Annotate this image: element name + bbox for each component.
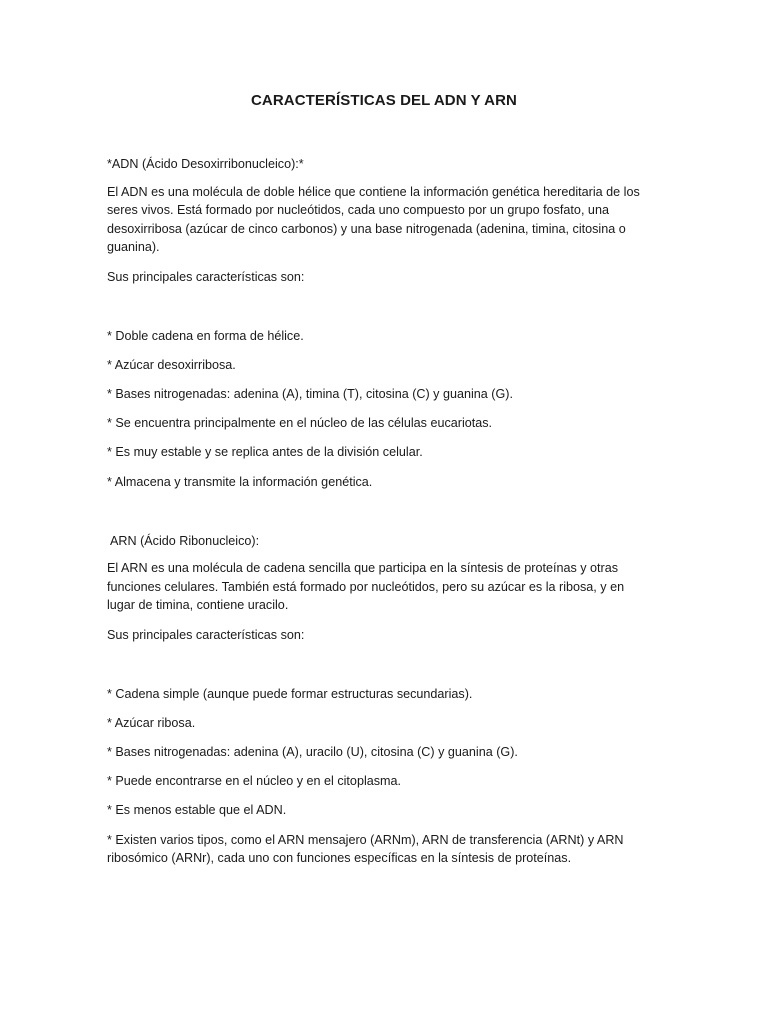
arn-description: El ARN es una molécula de cadena sencilla que participa en la síntesis de proteínas y otras funciones celulares. También está formado por nucleótidos, pero su azúcar es la ribosa, y en lugar de timina, contiene uracilo. <box>107 561 625 613</box>
list-item: * Se encuentra principalmente en el núcleo de las células eucariotas. <box>107 416 493 431</box>
list-item: * Bases nitrogenadas: adenina (A), timina (T), citosina (C) y guanina (G). <box>107 386 513 401</box>
adn-intro: Sus principales características son: <box>107 269 305 284</box>
list-item: * Cadena simple (aunque puede formar estructuras secundarias). <box>107 686 473 701</box>
list-item: * Doble cadena en forma de hélice. <box>107 328 304 343</box>
adn-heading: *ADN (Ácido Desoxirribonucleico):* <box>107 157 304 171</box>
arn-heading: ARN (Ácido Ribonucleico): <box>110 533 260 548</box>
document-body <box>107 155 647 878</box>
adn-description: El ADN es una molécula de doble hélice que contiene la información genética hereditaria de los seres vivos. Está formado por nucleótidos, cada uno compuesto por un grupo fosfato, una desoxirribosa (azúcar de cinco carbonos) y una base nitrogenada (adenina, timina, citosina o guanina). <box>107 184 640 255</box>
list-item: * Puede encontrarse en el núcleo y en el citoplasma. <box>107 774 402 789</box>
list-item: * Existen varios tipos, como el ARN mensajero (ARNm), ARN de transferencia (ARNt) y ARN ribosómico (ARNr), cada uno con funciones específicas en la síntesis de proteínas. <box>107 832 624 866</box>
list-item: * Es menos estable que el ADN. <box>107 803 287 818</box>
document-title: CARACTERÍSTICAS DEL ADN Y ARN <box>251 92 517 109</box>
list-item: * Es muy estable y se replica antes de la división celular. <box>107 445 423 460</box>
adn-characteristics-list <box>107 327 647 492</box>
list-item: * Almacena y transmite la información genética. <box>107 474 373 489</box>
arn-intro: Sus principales características son: <box>107 628 305 643</box>
list-item: * Azúcar desoxirribosa. <box>107 357 236 372</box>
section-spacer <box>107 502 647 532</box>
list-item: * Azúcar ribosa. <box>107 715 196 730</box>
list-item: * Bases nitrogenadas: adenina (A), uracilo (U), citosina (C) y guanina (G). <box>107 745 518 760</box>
arn-characteristics-list <box>107 685 647 868</box>
